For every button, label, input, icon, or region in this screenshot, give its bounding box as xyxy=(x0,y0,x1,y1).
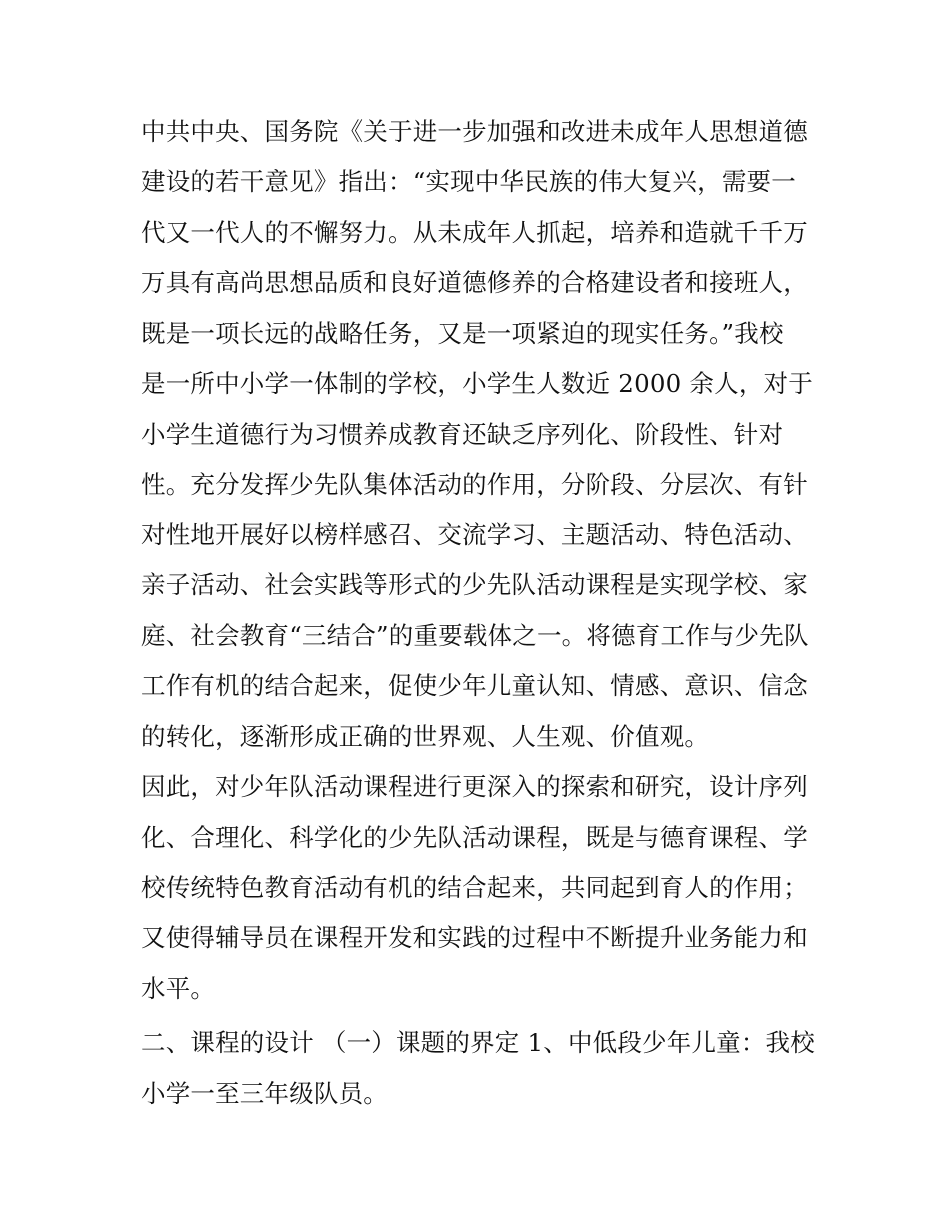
text-line: 亲子活动、社会实践等形式的少先队活动课程是实现学校、家 xyxy=(141,570,808,599)
text-line: 工作有机的结合起来，促使少年儿童认知、情感、意识、信念 xyxy=(141,671,808,700)
text-line: 代又一代人的不懈努力。从未成年人抓起，培养和造就千千万 xyxy=(141,218,808,247)
text-line: 是一所中小学一体制的学校，小学生人数近 2000 余人，对于 xyxy=(141,369,813,398)
text-line: 万具有高尚思想品质和良好道德修养的合格建设者和接班人， xyxy=(141,268,808,297)
text-line: 二、课程的设计 （一）课题的界定 1、中低段少年儿童：我校 xyxy=(141,1028,815,1057)
text-line: 化、合理化、科学化的少先队活动课程，既是与德育课程、学 xyxy=(141,823,808,852)
text-line: 小学生道德行为习惯养成教育还缺乏序列化、阶段性、针对 xyxy=(141,420,784,449)
text-line: 的转化，逐渐形成正确的世界观、人生观、价值观。 xyxy=(141,722,710,751)
text-line: 校传统特色教育活动有机的结合起来，共同起到育人的作用； xyxy=(141,873,808,902)
text-line: 既是一项长远的战略任务，又是一项紧迫的现实任务。”我校 xyxy=(141,319,784,348)
text-line: 对性地开展好以榜样感召、交流学习、主题活动、特色活动、 xyxy=(141,520,808,549)
text-line: 又使得辅导员在课程开发和实践的过程中不断提升业务能力和 xyxy=(141,923,808,952)
text-line: 性。充分发挥少先队集体活动的作用，分阶段、分层次、有针 xyxy=(141,470,808,499)
text-line: 小学一至三年级队员。 xyxy=(141,1079,388,1108)
text-line: 庭、社会教育“三结合”的重要载体之一。将德育工作与少先队 xyxy=(141,621,809,650)
text-line: 因此，对少年队活动课程进行更深入的探索和研究，设计序列 xyxy=(141,772,808,801)
text-line: 水平。 xyxy=(141,974,216,1003)
text-line: 中共中央、国务院《关于进一步加强和改进未成年人思想道德 xyxy=(141,117,808,146)
text-line: 建设的若干意见》指出：“实现中华民族的伟大复兴，需要一 xyxy=(141,167,796,196)
